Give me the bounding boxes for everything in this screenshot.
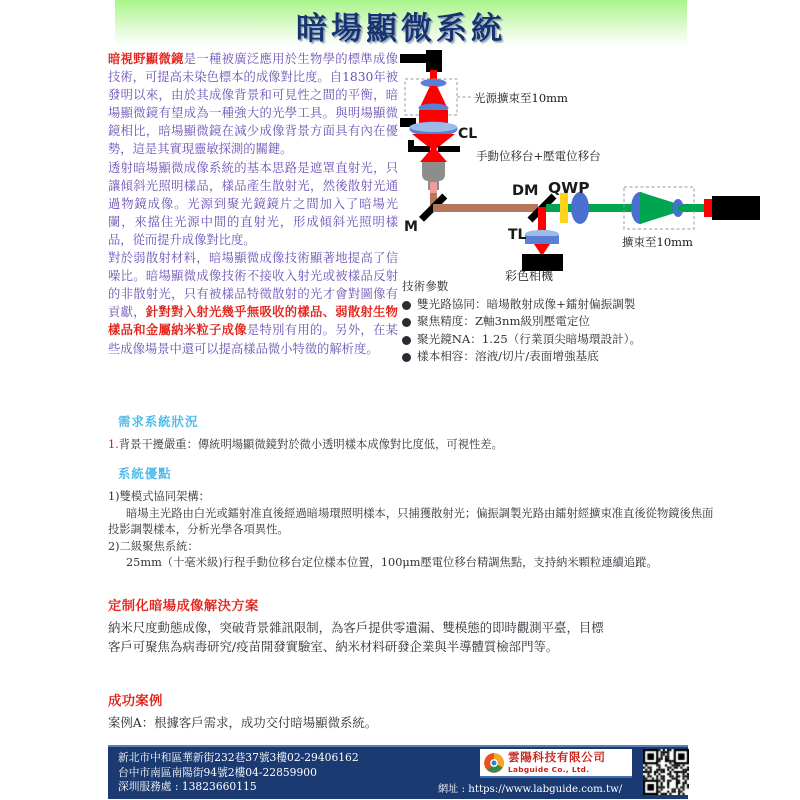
tech-param-text: 聚焦精度：Z軸3nm級別壓電定位 <box>417 314 591 329</box>
bullet-icon <box>402 336 411 345</box>
tech-param-item <box>402 331 798 348</box>
intro-paragraph-3-a: 對於弱散射材料，暗場顯微成像技術顯著地提高了信噪比。暗場顯微成像技術不接收入射光或被樣品反射的非散射光，只有被樣品特徵散射的光才會對圖像有貢獻， <box>108 251 398 320</box>
need-section <box>108 412 718 454</box>
diagram-label-qwp: QWP <box>548 179 590 197</box>
tech-param-text: 雙光路協同：暗場散射成像+鐳射偏振調製 <box>417 297 636 312</box>
case-section-body: 案例A：根據客戶需求，成功交付暗場顯微系統。 <box>108 715 378 730</box>
optical-system-diagram <box>400 50 800 280</box>
advantage-item-2-body: 25mm（十毫米級)行程手動位移台定位樣本位置，100μm壓電位移台精調焦點，支持納米顆粒連續追蹤。 <box>126 556 658 570</box>
intro-text-block <box>108 50 398 358</box>
intro-paragraph-3-highlight: 針對對入射光幾乎無吸收的樣品、弱散射生物樣品和金屬納米粒子成像 <box>108 304 398 338</box>
diagram-label-camera: 彩色相機 <box>505 269 554 282</box>
tech-param-item <box>402 296 798 313</box>
diagram-label-tl: TL <box>508 227 527 243</box>
solution-section <box>108 595 613 657</box>
logo-company-name-cn: 雲陽科技有限公司 <box>508 750 606 764</box>
need-item-text: 背景干擾嚴重：傳統明場顯微鏡對於微小透明樣本成像對比度低，可視性差。 <box>118 438 503 451</box>
tech-param-item <box>402 313 798 330</box>
diagram-label-stage: 手動位移台+壓電位移台 <box>476 149 601 163</box>
bullet-icon <box>402 353 411 362</box>
tech-param-text: 聚光鏡NA：1.25（行業頂尖暗場環設計）。 <box>417 331 642 346</box>
diagram-label-cl: CL <box>458 126 478 142</box>
advantage-section-heading: 系統優點 <box>118 466 172 481</box>
diagram-label-m: M <box>404 219 418 235</box>
labguide-logo-icon <box>483 752 505 774</box>
logo-text <box>508 752 606 773</box>
tech-params-title: 技術參數 <box>402 279 449 293</box>
advantage-section <box>108 464 718 572</box>
intro-paragraph-3-b: 是特別有用的。另外，在某些成像場景中還可以提高樣品微小特徵的解析度。 <box>108 323 398 356</box>
footer-website-url[interactable]: 網址 : https://www.labguide.com.tw/ <box>438 784 623 795</box>
footer-address: 新北市中和區華新街232巷37號3樓02-29406162 台中市南區南陽街94號2樓04-22859900 深圳服務處 : 13823660115 <box>118 751 359 794</box>
company-logo <box>480 749 632 778</box>
diagram-label-dm: DM <box>512 183 539 199</box>
need-section-heading: 需求系統狀況 <box>118 414 199 429</box>
need-section-item-1 <box>108 437 718 454</box>
tech-param-text: 樣本相容：溶液/切片/表面增強基底 <box>417 348 599 363</box>
tech-param-item <box>402 348 798 365</box>
solution-section-heading: 定制化暗場成像解決方案 <box>108 599 259 614</box>
page-title: 暗場顯微系統 <box>296 10 506 47</box>
advantage-item-1-title: 1)雙模式協同架構： <box>108 490 210 503</box>
footer-bar <box>108 745 688 799</box>
logo-company-name-en: Labguide Co., Ltd. <box>508 764 590 774</box>
diagram-label-beam-expand-bottom: 擴束至10mm <box>622 235 693 249</box>
intro-paragraph-1 <box>108 50 398 159</box>
qr-code[interactable] <box>643 749 689 795</box>
diagram-label-beam-expand-top: 光源擴束至10mm <box>474 91 568 105</box>
bullet-icon <box>402 318 411 327</box>
tech-params-block <box>402 278 798 365</box>
tech-params-list <box>402 296 798 365</box>
intro-paragraph-1-rest: 是一種被廣泛應用於生物學的標準成像技術，可提高未染色標本的成像對比度。自1830年被發明以來，由於其成像背景和可見性之間的平衡，暗場顯微鏡有望成為一種強大的光學工具。與明場顯微鏡相比，暗場顯微鏡在減少成像背景方面具有內在優勢，這是其實現靈敏探測的關鍵。 <box>108 52 398 157</box>
intro-highlight-lead: 暗視野顯微鏡 <box>108 51 184 66</box>
need-item-number: 1. <box>108 438 119 451</box>
solution-section-body: 納米尺度動態成像，突破背景雜訊限制，為客戶提供零遺漏、雙模態的即時觀測平臺，目標客戶可聚焦為病毒研究/疫苗開發實驗室、納米材料研發企業與半導體質檢部門等。 <box>108 620 604 655</box>
bullet-icon <box>402 301 411 310</box>
case-section <box>108 690 613 732</box>
case-section-heading: 成功案例 <box>108 694 163 709</box>
advantage-item-2-title: 2)二級聚焦系統： <box>108 539 199 553</box>
advantage-item-1-body: 暗場主光路由白光或鐳射准直後經過暗場環照明樣本，只捕獲散射光；偏振調製光路由鐳射經擴束准直後從物鏡後焦面投影調製樣本，分析光學各項異性。 <box>108 506 714 537</box>
intro-paragraph-2: 透射暗場顯微成像系統的基本思路是遮罩直射光，只讓傾斜光照明樣品，樣品產生散射光，然後散射光通過物鏡成像。光源到聚光鏡鏡片之間加入了暗場光闌，來擋住光源中間的直射光，形成傾斜光照明樣品，從而提升成像對比度。 <box>108 160 398 247</box>
intro-paragraph-3 <box>108 249 398 358</box>
